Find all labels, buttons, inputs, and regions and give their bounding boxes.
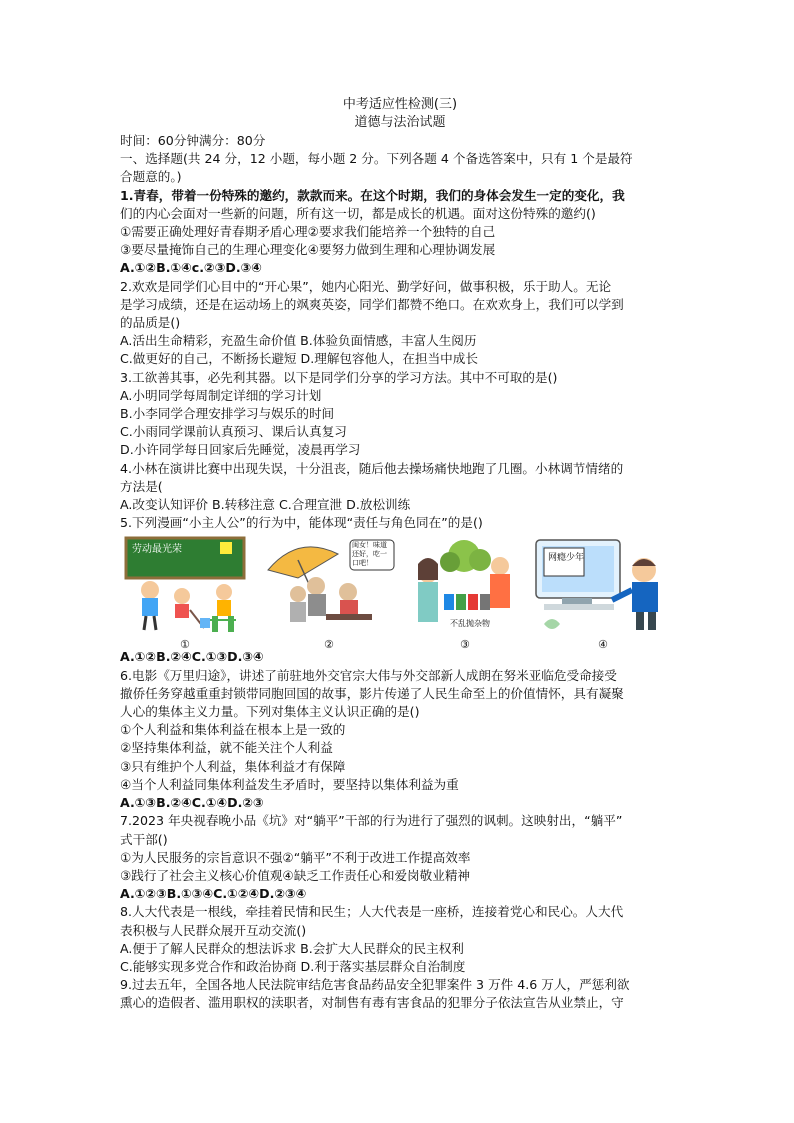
exam-subtitle: 道德与法治试题 bbox=[354, 115, 446, 130]
cartoon-4-gaming-image bbox=[532, 534, 672, 634]
q7-statement-2: ③践行了社会主义核心价值观④缺乏工作责任心和爱岗敬业精神 bbox=[120, 867, 471, 883]
cartoon-label-4: ④ bbox=[598, 638, 608, 652]
q9-stem-1: 9.过去五年，全国各地人民法院审结危害食品药品安全犯罪案件 3 万件 4.6 万人，严惩利欲 bbox=[120, 977, 630, 993]
q2-option-ab: A.活出生命精彩，充盈生命价值 B.体验负面情感，丰富人生阅历 bbox=[120, 333, 477, 349]
cartoon-1-banner: 劳动最光荣 bbox=[132, 544, 182, 556]
q3-option-d: D.小许同学每日回家后先睡觉，凌晨再学习 bbox=[120, 442, 361, 458]
q3-option-a: A.小明同学每周制定详细的学习计划 bbox=[120, 387, 322, 403]
section-heading-1: 一、选择题(共 24 分，12 小题，每小题 2 分。下列各题 4 个备选答案中，只有 1 个是最符 bbox=[120, 151, 633, 167]
section-heading-2: 合题意的。) bbox=[120, 169, 182, 185]
cartoon-3-caption: 不乱抛杂物 bbox=[450, 619, 490, 629]
exam-page bbox=[120, 96, 680, 1013]
q1-statement-1: ①需要正确处理好青春期矛盾心理②要求我们能培养一个独特的自己 bbox=[120, 224, 496, 240]
q5-cartoon-strip bbox=[120, 534, 680, 652]
cartoon-4-title: 网瘾少年 bbox=[548, 553, 585, 564]
cartoon-label-1: ① bbox=[180, 638, 190, 652]
cartoon-2-umbrella-image bbox=[258, 534, 398, 634]
q7-statement-1: ①为人民服务的宗旨意识不强②“躺平”不利于改进工作提高效率 bbox=[120, 849, 471, 865]
q8-option-cd: C.能够实现多党合作和政治协商 D.利于落实基层群众自治制度 bbox=[120, 958, 466, 974]
q6-options: A.①③B.②④C.①④D.②③ bbox=[120, 795, 264, 811]
q1-statement-2: ③要尽量掩饰自己的生理心理变化④要努力做到生理和心理协调发展 bbox=[120, 242, 496, 258]
cartoon-3-recycling-image bbox=[404, 534, 524, 634]
q1-stem-2: 们的内心会面对一些新的问题，所有这一切，都是成长的机遇。面对这份特殊的邀约() bbox=[120, 205, 596, 221]
q7-stem-1: 7.2023 年央视春晚小品《坑》对“躺平”干部的行为进行了强烈的讽刺。这映射出，“躺平” bbox=[120, 813, 623, 829]
q8-stem-1: 8.人大代表是一根线，牵挂着民情和民生；人大代表是一座桥，连接着党心和民心。人大代 bbox=[120, 904, 624, 920]
q6-stem-2: 撤侨任务穿越重重封锁带同胞回国的故事，影片传递了人民生命至上的价值情怀，具有凝聚 bbox=[120, 685, 624, 701]
q9-stem-2: 熏心的造假者、滥用职权的渎职者，对制售有毒有害食品的犯罪分子依法宣告从业禁止，守 bbox=[120, 995, 624, 1011]
cartoon-1-labor-image bbox=[120, 534, 250, 634]
q6-statement-2: ②坚持集体利益，就不能关注个人利益 bbox=[120, 740, 333, 756]
exam-time: 时间：60分钟满分：80分 bbox=[120, 133, 266, 148]
q7-options: A.①②③B.①③④C.①②④D.②③④ bbox=[120, 886, 307, 902]
q6-statement-4: ④当个人利益同集体利益发生矛盾时，要坚持以集体利益为重 bbox=[120, 776, 459, 792]
q6-statement-1: ①个人利益和集体利益在根本上是一致的 bbox=[120, 722, 346, 738]
q6-stem-3: 人心的集体主义力量。下列对集体主义认识正确的是() bbox=[120, 704, 420, 720]
cartoon-2-speech-bubble: 闺女！味道还好，吃一口吧！ bbox=[352, 541, 387, 568]
exam-title: 中考适应性检测(三) bbox=[342, 97, 458, 112]
q2-stem-1: 2.欢欢是同学们心目中的“开心果”，她内心阳光、勤学好问，做事积极，乐于助人。无论 bbox=[120, 278, 612, 294]
q2-stem-2: 是学习成绩，还是在运动场上的飒爽英姿，同学们都赞不绝口。在欢欢身上，我们可以学到 bbox=[120, 296, 624, 312]
q6-stem-1: 6.电影《万里归途》，讲述了前驻地外交官宗大伟与外交部新人成朗在努米亚临危受命接受 bbox=[120, 667, 617, 683]
q1-options: A.①②B.①④c.②③D.③④ bbox=[120, 260, 262, 276]
q6-statement-3: ③只有维护个人利益，集体利益才有保障 bbox=[120, 758, 346, 774]
q2-option-cd: C.做更好的自己，不断扬长避短 D.理解包容他人，在担当中成长 bbox=[120, 351, 478, 367]
q5-options: A.①②B.②④C.①③D.③④ bbox=[120, 649, 264, 665]
q3-stem: 3.工欲善其事，必先利其器。以下是同学们分享的学习方法。其中不可取的是() bbox=[120, 369, 558, 385]
q5-stem: 5.下列漫画“小主人公”的行为中，能体现“责任与角色同在”的是() bbox=[120, 515, 483, 531]
q2-stem-3: 的品质是() bbox=[120, 315, 181, 331]
q1-stem-1: 1.青春，带着一份特殊的邀约，款款而来。在这个时期，我们的身体会发生一定的变化，我 bbox=[120, 187, 625, 203]
q8-option-ab: A.便于了解人民群众的想法诉求 B.会扩大人民群众的民主权利 bbox=[120, 940, 464, 956]
q8-stem-2: 表积极与人民群众展开互动交流() bbox=[120, 922, 307, 938]
q3-option-c: C.小雨同学课前认真预习、课后认真复习 bbox=[120, 424, 347, 440]
q3-option-b: B.小李同学合理安排学习与娱乐的时间 bbox=[120, 406, 335, 422]
cartoon-label-3: ③ bbox=[460, 638, 470, 652]
q4-stem-2: 方法是( bbox=[120, 478, 163, 494]
q4-options: A.改变认知评价 B.转移注意 C.合理宣泄 D.放松训练 bbox=[120, 497, 411, 513]
q7-stem-2: 式干部() bbox=[120, 831, 168, 847]
cartoon-label-2: ② bbox=[324, 638, 334, 652]
q4-stem-1: 4.小林在演讲比赛中出现失误，十分沮丧，随后他去操场痛快地跑了几圈。小林调节情绪的 bbox=[120, 460, 624, 476]
